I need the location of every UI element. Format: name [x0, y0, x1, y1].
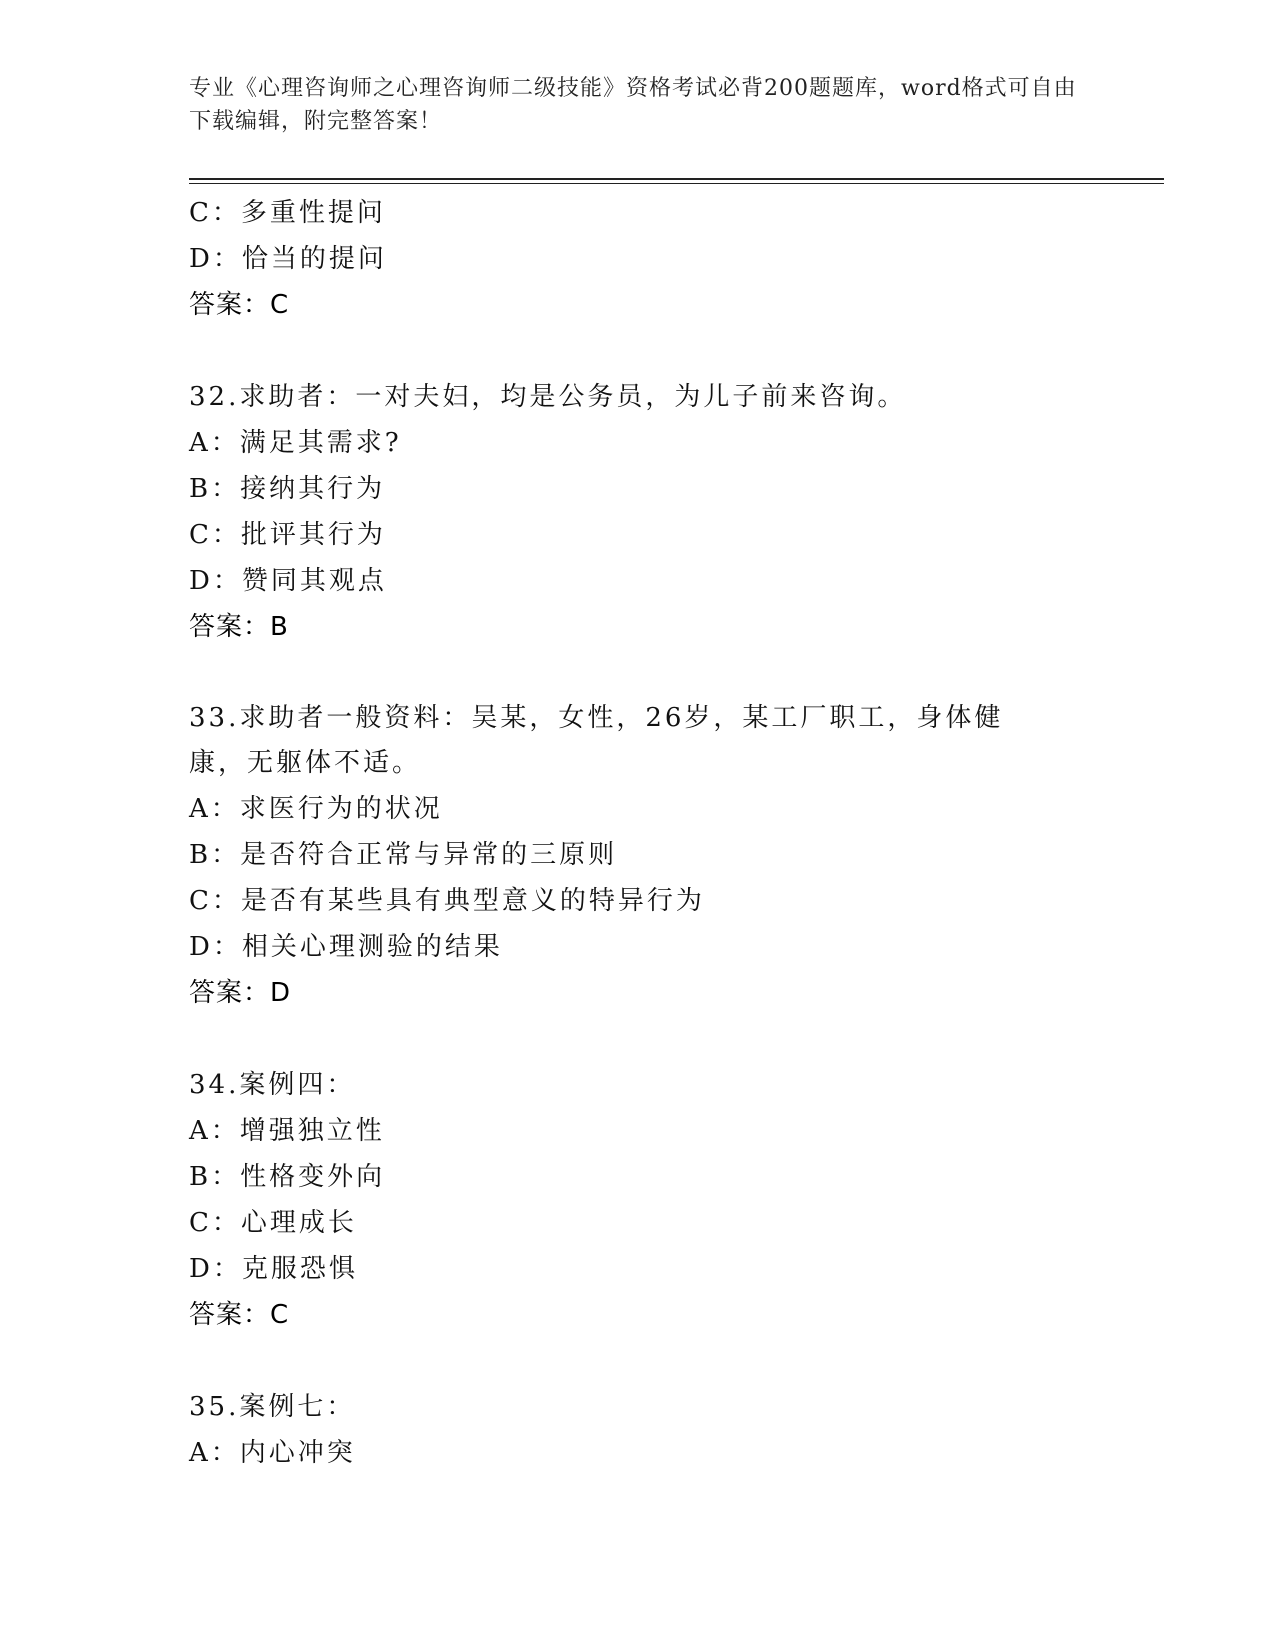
question-stem: 33.求助者一般资料：吴某，女性，26岁，某工厂职工，身体健康，无躯体不适。	[189, 703, 1004, 778]
option-a: A：内心冲突	[189, 1438, 356, 1468]
option-d: D：赞同其观点	[189, 566, 387, 596]
header-rule-thick	[189, 178, 1164, 180]
question-block-32	[189, 374, 1109, 650]
option-c: C：心理成长	[189, 1208, 357, 1238]
option-d: D：恰当的提问	[189, 244, 387, 274]
answer-line: 答案：C	[189, 1300, 290, 1330]
option-c: C：批评其行为	[189, 520, 386, 550]
option-c: C：多重性提问	[189, 198, 386, 228]
option-b: B：是否符合正常与异常的三原则	[189, 840, 618, 870]
option-b: B：接纳其行为	[189, 474, 386, 504]
question-block-34	[189, 1062, 1109, 1338]
option-a: A：增强独立性	[189, 1116, 385, 1146]
question-block	[189, 190, 1109, 328]
header-rule-thin	[189, 183, 1164, 184]
answer-line: 答案：C	[189, 290, 290, 320]
question-stem: 35.案例七：	[189, 1392, 356, 1422]
option-c: C：是否有某些具有典型意义的特异行为	[189, 886, 705, 916]
question-list	[189, 190, 1109, 1476]
question-block-35	[189, 1384, 1109, 1476]
option-d: D：克服恐惧	[189, 1254, 358, 1284]
question-stem: 34.案例四：	[189, 1070, 356, 1100]
option-b: B：性格变外向	[189, 1162, 386, 1192]
question-stem: 32.求助者：一对夫妇，均是公务员，为儿子前来咨询。	[189, 382, 907, 412]
answer-line: 答案：D	[189, 978, 292, 1008]
document-header: 专业《心理咨询师之心理咨询师二级技能》资格考试必背200题题库，word格式可自由下载编辑，附完整答案！	[189, 76, 1077, 134]
question-block-33	[189, 696, 1109, 1016]
option-a: A：满足其需求?	[189, 428, 402, 458]
answer-line: 答案：B	[189, 612, 289, 642]
option-d: D：相关心理测验的结果	[189, 932, 503, 962]
option-a: A：求医行为的状况	[189, 794, 443, 824]
